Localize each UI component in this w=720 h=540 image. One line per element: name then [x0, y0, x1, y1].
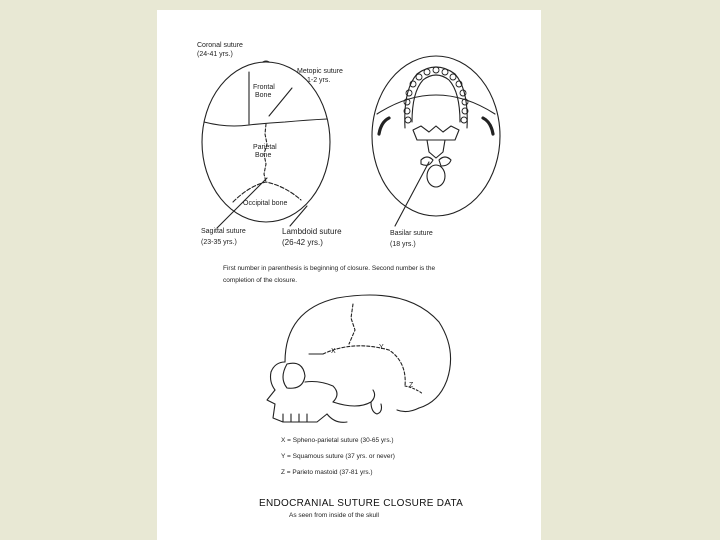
basilar-suture-label: Basilar suture: [390, 230, 433, 237]
legend-x: X = Spheno-parietal suture (30-65 yrs.): [281, 437, 394, 444]
legend-y: Y = Squamous suture (37 yrs. or never): [281, 453, 395, 460]
document-page: [157, 10, 541, 540]
basilar-leader: [395, 162, 429, 226]
frontal-bone-label-2: Bone: [255, 92, 272, 99]
page-title: ENDOCRANIAL SUTURE CLOSURE DATA: [259, 498, 464, 509]
lambdoid-leader: [290, 206, 307, 226]
lambdoid-suture-label: Lambdoid suture: [282, 227, 342, 236]
sagittal-suture-label: Sagittal suture: [201, 228, 246, 235]
marker-x: X: [331, 348, 336, 355]
metopic-suture-label: Metopic suture: [297, 68, 343, 75]
metopic-leader: [269, 88, 292, 116]
base-view-outline: [372, 56, 500, 216]
coronal-suture-range: (24-41 yrs.): [197, 51, 233, 58]
basilar-suture-range: (18 yrs.): [390, 241, 416, 248]
parietal-bone-label-2: Bone: [255, 152, 272, 159]
occipital-bone-label: Occipital bone: [243, 200, 288, 207]
lambdoid-suture-range: (26-42 yrs.): [282, 238, 323, 247]
marker-z: Z: [409, 382, 414, 389]
side-view-skull: [267, 295, 451, 422]
sagittal-suture-range: (23-35 yrs.): [201, 239, 237, 246]
page-subtitle: As seen from inside of the skull: [289, 512, 379, 519]
note-line-2: completion of the closure.: [223, 277, 298, 284]
coronal-suture-label: Coronal suture: [197, 42, 243, 49]
lambdoid-suture-line: [233, 182, 301, 202]
metopic-suture-range: 1-2 yrs.: [307, 77, 331, 84]
frontal-bone-label-1: Frontal: [253, 84, 275, 91]
base-view-skull: [372, 56, 500, 226]
parietal-bone-label-1: Parietal: [253, 144, 277, 151]
side-view-outline: [285, 295, 451, 408]
note-line-1: First number in parenthesis is beginning of closure. Second number is the: [223, 265, 436, 272]
legend-z: Z = Parieto mastoid (37-81 yrs.): [281, 469, 373, 476]
orbit: [283, 363, 305, 388]
foramen-magnum: [427, 165, 445, 187]
marker-y: Y: [379, 344, 384, 351]
